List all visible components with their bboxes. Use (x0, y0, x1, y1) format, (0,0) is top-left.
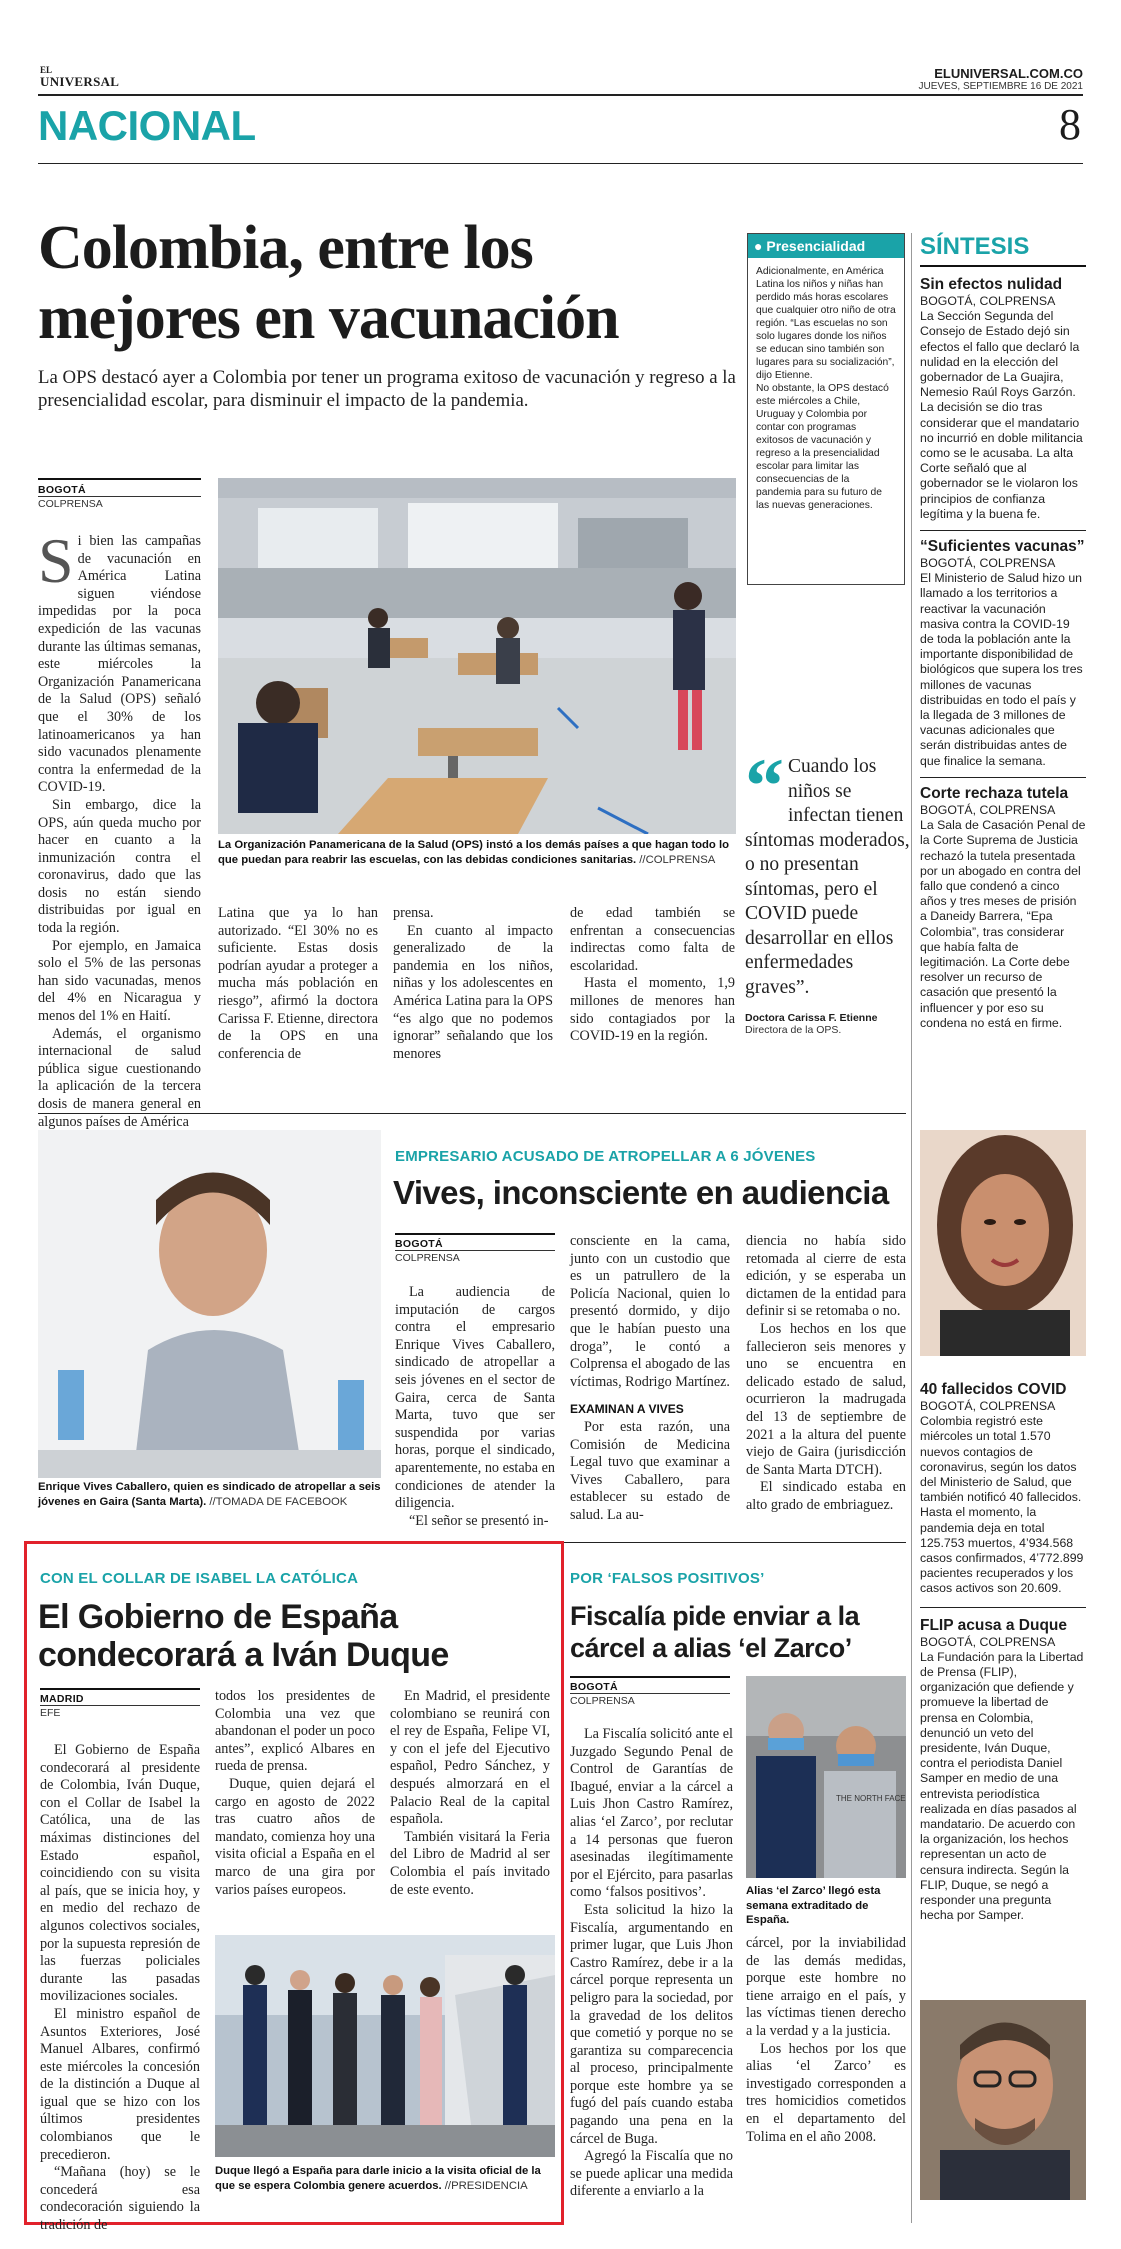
main-place: BOGOTÁ (38, 478, 201, 496)
duque-headline-line1: El Gobierno de España (38, 1598, 398, 1636)
sintesis-item-place: BOGOTÁ, COLPRENSA (920, 802, 1056, 817)
main-col1-p1: i bien las campañas de vacunación en América Latina siguen viéndose impedidas por la poca expedición de las vacunas durante las últimas semanas, este miércoles la Organización Panamericana de la Salud (OPS) señaló que el 30% de los latinoamericanos ya han sido vacunados plenamente contra la enfermedad de la COVID-19. (38, 533, 201, 796)
vives-caption-text: Enrique Vives Caballero, quien es sindicado de atropellar a seis jóvenes en Gaira (Santa Marta). (38, 1481, 381, 1508)
zarco-illustration (746, 1676, 906, 1878)
sintesis-column (920, 233, 1086, 1031)
vives-kicker: EMPRESARIO ACUSADO DE ATROPELLAR A 6 JÓVENES (395, 1148, 816, 1165)
main-deck: La OPS destacó ayer a Colombia por tener un programa exitoso de vacunación y regreso a la presencialidad escolar, para disminuir el impacto de la pandemia. (38, 367, 736, 411)
svg-text:THE NORTH FACE: THE NORTH FACE (836, 1794, 906, 1803)
portrait-illustration (920, 2000, 1086, 2200)
duque-col3-p2: También visitará la Feria del Libro de Madrid al ser Colombia el país invitado de este evento. (390, 1828, 550, 1898)
sintesis-item-head: “Suficientes vacunas” (920, 538, 1085, 556)
duque-col3-p1: En Madrid, el presidente colombiano se reunirá con el rey de España, Felipe VI, y con el jefe del Ejecutivo español, Pedro Sánchez, y después almorzará en el Palacio Real de la capital española. (390, 1688, 550, 1828)
zarco-kicker: POR ‘FALSOS POSITIVOS’ (570, 1570, 765, 1587)
classroom-illustration (218, 478, 736, 834)
duque-credit: //PRESIDENCIA (444, 2179, 528, 2192)
vives-col3 (746, 1233, 906, 1515)
duque-headline-line2: condecorará a Iván Duque (38, 1636, 449, 1674)
vives-agency: COLPRENSA (395, 1250, 555, 1264)
duque-kicker: CON EL COLLAR DE ISABEL LA CATÓLICA (40, 1570, 359, 1587)
main-col2: Latina que ya lo han autorizado. “El 30% no es suficiente. Estas dosis podrían ayudar a proteger a mucha más población en riesgo”, afirmó la doctora Carissa F. Etienne, directora de la OPS en una conferencia de (218, 905, 378, 1062)
main-byline (38, 478, 201, 510)
main-headline-line1: Colombia, entre los (38, 214, 533, 282)
vives-col1 (395, 1284, 555, 1530)
zarco-col1 (570, 1726, 733, 2201)
main-col1 (38, 525, 201, 1131)
quote-body: Cuando los niños se infectan tienen síntomas moderados, o no presentan síntomas, pero el COVID puede desarrollar en ellos enfermedades graves”. (745, 756, 910, 998)
sintesis-item-place: BOGOTÁ, COLPRENSA (920, 556, 1056, 571)
sintesis-column-lower (920, 1380, 1086, 1924)
presencialidad-p1: Adicionalmente, en América Latina los niños y niñas han perdido más horas escolares que cualquier otro niño de otra región. “Las escuelas no son solo lugares donde los niños se educan sino también son lugares para su socialización”, dijo Etienne. (756, 266, 896, 381)
zarco-col1-p1: La Fiscalía solicitó ante el Juzgado Segundo Penal de Control de Garantías de Ibagué, enviar a la cárcel a Luis Jhon Castro Ramírez, alias ‘el Zarco’, por reclutar a 14 personas que fueron asesinadas ilegítimamente por el Ejército, para pasarlas como ‘falsos positivos’. (570, 1726, 733, 1901)
vives-subhead: EXAMINAN A VIVES (570, 1402, 684, 1417)
zarco-headline-line2: cárcel a alias ‘el Zarco’ (570, 1633, 852, 1663)
duque-agency: EFE (40, 1705, 200, 1719)
quote-mark-icon: “ (745, 742, 784, 829)
vives-credit: //TOMADA DE FACEBOOK (209, 1495, 348, 1508)
duque-col3 (390, 1688, 550, 1899)
portrait-illustration (920, 1130, 1086, 1356)
vives-place: BOGOTÁ (395, 1233, 555, 1250)
duque-col1 (40, 1742, 200, 2235)
zarco-byline (570, 1676, 730, 1707)
zarco-place: BOGOTÁ (570, 1676, 730, 1693)
zarco-photo (746, 1676, 906, 1878)
zarco-headline-line1: Fiscalía pide enviar a la (570, 1601, 860, 1631)
main-col1-p4: Además, el organismo internacional de salud pública sigue cuestionando la aplicación de la tercera dosis de manera general en algunos países de América (38, 1025, 201, 1130)
duque-col1-p2: El ministro español de Asuntos Exteriores, José Manuel Albares, confirmó este miércoles la concesión de la distinción a Duque al igual que se hizo con los últimos presidentes colombianos que le precedieron. (40, 2005, 200, 2163)
main-col4-p1: de edad también se enfrentan a consecuencias indirectas como falta de escolaridad. (570, 905, 735, 974)
circle-icon: ● (754, 238, 763, 254)
main-headline-line2: mejores en vacunación (38, 284, 619, 352)
duque-col1-p1: El Gobierno de España condecorará al presidente de Colombia, Iván Duque, con el Collar de Isabel la Católica, una de las máximas distinciones del Estado español, coincidiendo con su visita al país, que se inicia hoy, y en medio del rechazo de algunos colectivos sociales, por la supuesta represión de las fuerzas policiales durante las pasadas movilizaciones sociales. (40, 1742, 200, 2005)
duque-col2-p1: todos los presidentes de Colombia una vez que abandonan el poder un poco antes”, explicó Albares en rueda de prensa. (215, 1688, 375, 1775)
site-url: ELUNIVERSAL.COM.CO (934, 66, 1083, 81)
vives-byline (395, 1233, 555, 1264)
sintesis-item-place: BOGOTÁ, COLPRENSA (920, 1399, 1056, 1413)
main-col3 (393, 905, 553, 1063)
presencialidad-body (748, 258, 904, 519)
duque-col2-p2: Duque, quien dejará el cargo en agosto de 2022 tras cuatro años de mandato, comienza hoy una visita oficial a España en el marco de una gira por varios países europeos. (215, 1775, 375, 1898)
pull-quote (745, 742, 910, 1036)
sintesis-item-body: La Sala de Casación Penal de la Corte Suprema de Justicia rechazó la tutela presentada por un abogado en contra del fallo que condenó a cinco años y tres meses de prisión a Daneidy Barrera, “Epa Colombia”, tras considerar que había falta de legitimación. La Corte debe resolver un recurso de casación que presentó la influencer y por eso su condena no está en firme. (920, 818, 1086, 1030)
logo-line1: EL (40, 65, 53, 75)
sintesis-item-head: Sin efectos nulidad (920, 276, 1063, 293)
quote-text (745, 742, 910, 1000)
vives-col3-p3: El sindicado estaba en alto grado de embriaguez. (746, 1479, 906, 1513)
duque-headline (38, 1598, 449, 1674)
main-col1-p2: Sin embargo, dice la OPS, aún queda mucho por hacer en cuanto a la inmunización contra el coronavirus, dado que las dosis no están siendo distribuidas por igual en toda la región. (38, 796, 201, 937)
sintesis-item-body: El Ministerio de Salud hizo un llamado a los territorios a reactivar la vacunación masiva contra la COVID-19 de toda la población ante la importante disponibilidad de biológicos que supera los tres millones de vacunas distribuidas en todo el país y la llegada de 3 millones de vacunas adicionales que serán distribuidas antes de que finalice la semana. (920, 571, 1083, 768)
dropcap: S (38, 525, 74, 596)
page-number: 8 (1059, 100, 1081, 149)
logo-line2: UNIVERSAL (40, 74, 120, 89)
zarco-col2 (746, 1935, 906, 2146)
duque-caption (215, 2164, 555, 2193)
vives-col2-p2: Por esta razón, una Comisión de Medicina Legal tuvo que examinar a Vives Caballero, para establecer su estado de salud. La au- (570, 1418, 730, 1523)
main-col4 (570, 905, 735, 1046)
vives-col3-p1: diencia no había sido retomada al cierre de esta edición, y se esperaba un dictamen de la entidad para definir si se retomaba o no. (746, 1233, 906, 1320)
quote-author: Doctora Carissa F. Etienne (745, 1012, 878, 1024)
presencialidad-header (748, 234, 904, 258)
vives-col3-p2: Los hechos en los que fallecieron seis menores y uno se encuentra en delicado estado de salud, ocurrieron la madrugada del 13 de septiembre de 2021 a la altura del puente viejo de Gaira (jurisdicción de Santa Marta DTCH). (746, 1320, 906, 1478)
main-col4-p2: Hasta el momento, 1,9 millones de menores han sido contagiados por la COVID-19 en la región. (570, 975, 735, 1045)
zarco-col1-p3: Agregó la Fiscalía que no se puede aplicar una medida diferente a enviarlo a la (570, 2148, 733, 2200)
issue-date: JUEVES, SEPTIEMBRE 16 DE 2021 (918, 81, 1083, 92)
main-agency: COLPRENSA (38, 496, 201, 510)
classroom-caption-text: La Organización Panamericana de la Salud (OPS) instó a los demás países a que hagan todo lo que puedan para reabrir las escuelas, con las debidas condiciones sanitarias. (218, 839, 730, 866)
zarco-headline (570, 1600, 859, 1664)
vives-illustration (38, 1130, 381, 1478)
duque-illustration (215, 1935, 555, 2157)
vives-col2-p1: consciente en la cama, junto con un custodio que es un patrullero de la Policía Nacional, quien lo presentó dormido, y dijo que le habían puesto una droga”, le contó a Colprensa el abogado de las víctimas, Rodrigo Martínez. (570, 1233, 730, 1390)
quote-role: Directora de la OPS. (745, 1024, 842, 1036)
masthead-logo (40, 66, 130, 88)
vives-caption (38, 1480, 381, 1509)
sintesis-item (920, 275, 1086, 522)
sintesis-item-place: BOGOTÁ, COLPRENSA (920, 294, 1056, 308)
classroom-caption (218, 838, 736, 867)
sintesis-item-head: Corte rechaza tutela (920, 784, 1069, 802)
section-title: NACIONAL (38, 102, 256, 149)
main-col3-p1: prensa. (393, 905, 434, 921)
sintesis-item-body: La Sección Segunda del Consejo de Estado dejó sin efectos el fallo que declaró la nulidad en la elección del gobernador de La Guajira, Nemesio Raúl Roys Garzón. La decisión se dio tras considerar que el mandatario no incurrió en doble militancia como se le acusaba. La alta Corte señaló que al gobernador se le violaron los principios de confianza legítima y la buena fe. (920, 309, 1083, 521)
duque-col1-p3: “Mañana (hoy) se le concederá esa condecoración siguiendo la tradición de (40, 2164, 200, 2234)
duque-col2 (215, 1688, 375, 1899)
main-headline (38, 213, 619, 353)
zarco-col2-p2: Los hechos por los que alias ‘el Zarco’ es investigado corresponden a tres homicidios cometidos en el departamento del Tolima en el año 2008. (746, 2040, 906, 2145)
duque-place: MADRID (40, 1688, 200, 1705)
sintesis-item (920, 1616, 1086, 1924)
presencialidad-box (747, 233, 905, 585)
main-col3-p2: En cuanto al impacto generalizado de la pandemia en los niños, niñas y los adolescentes en América Latina para la OPS “es algo que no podemos ignorar” señalando que los menores (393, 922, 553, 1062)
zarco-agency: COLPRENSA (570, 1693, 730, 1707)
classroom-credit: //COLPRENSA (639, 853, 716, 866)
sintesis-item-head: 40 fallecidos COVID (920, 1381, 1067, 1398)
zarco-col2-p1: cárcel, por la inviabilidad de las demás medidas, porque este hombre no tiene arraigo en el país, y las víctimas tienen derecho a la verdad y a la justicia. (746, 1935, 906, 2039)
duque-byline (40, 1688, 200, 1719)
duque-caption-text: Duque llegó a España para darle inicio a la visita oficial de la que se espera Colombia genere acuerdos. (215, 2165, 541, 2192)
sintesis-item (920, 1380, 1086, 1597)
sintesis-item (920, 784, 1086, 1031)
vives-headline: Vives, inconsciente en audiencia (393, 1174, 889, 1211)
vives-col1-p2: “El señor se presentó in- (409, 1512, 549, 1529)
column-rule (911, 233, 912, 2223)
samper-photo (920, 2000, 1086, 2200)
divider (38, 1113, 906, 1114)
main-col1-p3: Por ejemplo, en Jamaica solo el 5% de las personas han sido vacunadas, menos del 4% en Nicaragua y menos del 1% en Haití. (38, 937, 201, 1025)
classroom-photo (218, 478, 736, 834)
sintesis-item-place: BOGOTÁ, COLPRENSA (920, 1634, 1056, 1649)
vives-col1-p1: La audiencia de imputación de cargos contra el empresario Enrique Vives Caballero, sindicado de atropellar a seis jóvenes en el sector de Gaira, cerca de Santa Marta, tuvo que ser suspendida por varias horas, porque el sindicado, aparentemente, no estaba en condiciones de atender la diligencia. (395, 1284, 555, 1512)
zarco-caption: Alias ‘el Zarco’ llegó esta semana extraditado de España. (746, 1885, 881, 1926)
presencialidad-p2: No obstante, la OPS destacó este miércoles a Chile, Uruguay y Colombia por contar con programas exitosos de vacunación y regreso a la presencialidad escolar para limitar las consecuencias de la pandemia para su futuro de las nuevas generaciones. (756, 383, 889, 511)
sintesis-item (920, 537, 1086, 769)
duque-photo (215, 1935, 555, 2157)
sintesis-item-head: FLIP acusa a Duque (920, 1616, 1068, 1634)
sintesis-item-body: La Fundación para la Libertad de Prensa (FLIP), organización que defiende y promueve la libertad de prensa en Colombia, denunció un veto del presidente, Iván Duque, contra el periodista Daniel Samper en medio de una entrevista periodística realizada en días pasados al mandatario. De acuerdo con la organización, los hechos representan un acto de censura indirecta. Según la FLIP, Duque, se negó a responder una pregunta hecha por Samper. (920, 1649, 1084, 1923)
sintesis-item-body: Colombia registró este miércoles un total 1.570 nuevos contagios de coronavirus, según los datos del Ministerio de Salud, que también notificó 40 fallecidos. Hasta el momento, la pandemia deja en total 125.753 muertos, 4’934.568 casos confirmados, 4’772.899 pacientes recuperados y los casos activos son 20.609. (920, 1414, 1084, 1596)
vives-col2 (570, 1233, 730, 1525)
vives-photo (38, 1130, 381, 1478)
zarco-col1-p2: Esta solicitud la hizo la Fiscalía, argumentando en primer lugar, que Luis Jhon Castro Ramírez, debe ir a la cárcel porque representa un peligro para la sociedad, por la gravedad de los delitos que cometió y porque no se garantiza su comparecencia al proceso, principalmente porque este hombre ya se fugó del país cuando estaba pagando una pena en la cárcel de Buga. (570, 1901, 733, 2147)
epa-colombia-photo (920, 1130, 1086, 1356)
sintesis-title: SÍNTESIS (920, 233, 1086, 267)
presencialidad-title: Presencialidad (766, 238, 866, 254)
